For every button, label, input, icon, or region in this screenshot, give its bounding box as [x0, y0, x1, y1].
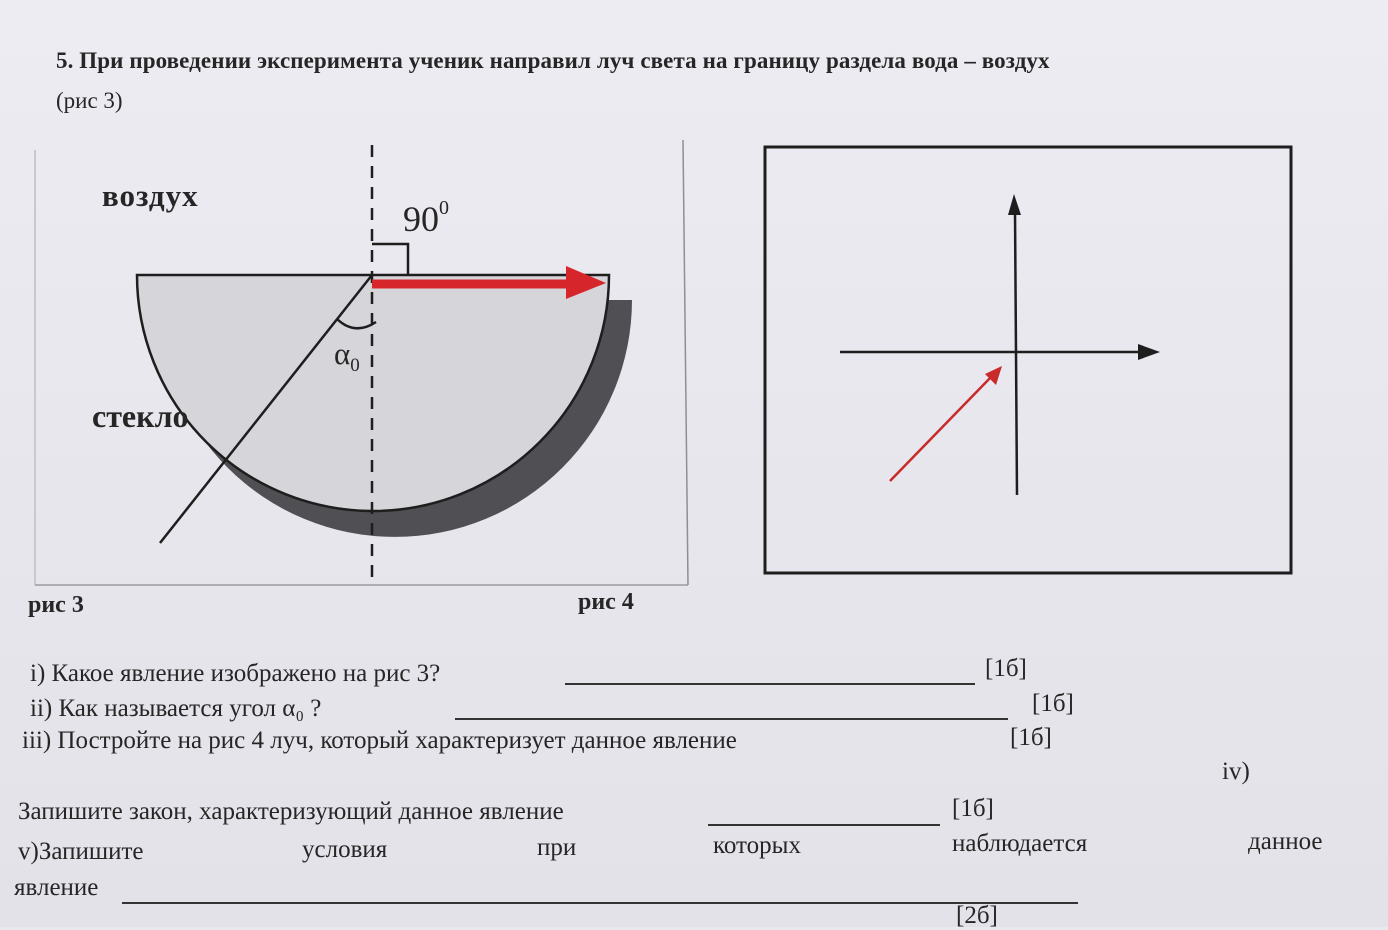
question-5-word-6: данное	[1248, 828, 1323, 855]
figure4-vertical-axis	[1008, 194, 1021, 495]
question-5-word-1: v)Запишите	[18, 838, 144, 865]
caption-fig3: рис 3	[28, 592, 84, 618]
points-q1: [1б]	[985, 655, 1027, 682]
label-glass: стекло	[92, 398, 189, 434]
task-title: 5. При проведении эксперимента ученик направил луч света на границу раздела вода – воздух	[56, 48, 1050, 73]
question-5-word-2: условия	[302, 836, 388, 863]
question-3: iii) Постройте на рис 4 луч, который характеризует данное явление	[22, 727, 737, 754]
question-1: i) Какое явление изображено на рис 3?	[30, 660, 441, 687]
figure4-box	[765, 147, 1291, 573]
label-angle-90: $90^0$	[403, 197, 449, 239]
points-q3: [1б]	[1010, 724, 1052, 751]
question-2: ii) Как называется угол α₀ ?	[30, 695, 322, 722]
question-5-line-2: явление	[14, 874, 99, 901]
question-5-word-4: которых	[713, 832, 801, 859]
label-angle-alpha: $\alpha_0$	[334, 336, 360, 377]
question-5-word-5: наблюдается	[952, 830, 1088, 857]
points-q4: [1б]	[952, 795, 994, 822]
points-q5: [2б]	[956, 902, 998, 929]
label-air: воздух	[102, 178, 199, 213]
question-4: Запишите закон, характеризующий данное явление	[18, 798, 564, 825]
question-5-word-3: при	[537, 834, 577, 861]
points-q2: [1б]	[1032, 690, 1074, 717]
caption-fig4: рис 4	[578, 589, 634, 615]
figure4-horizontal-axis	[840, 344, 1160, 360]
task-subtitle: (рис 3)	[56, 88, 123, 113]
question-4-number: iv)	[1222, 758, 1250, 785]
right-angle-mark	[372, 244, 408, 275]
figure4-red-ray	[890, 366, 1002, 481]
